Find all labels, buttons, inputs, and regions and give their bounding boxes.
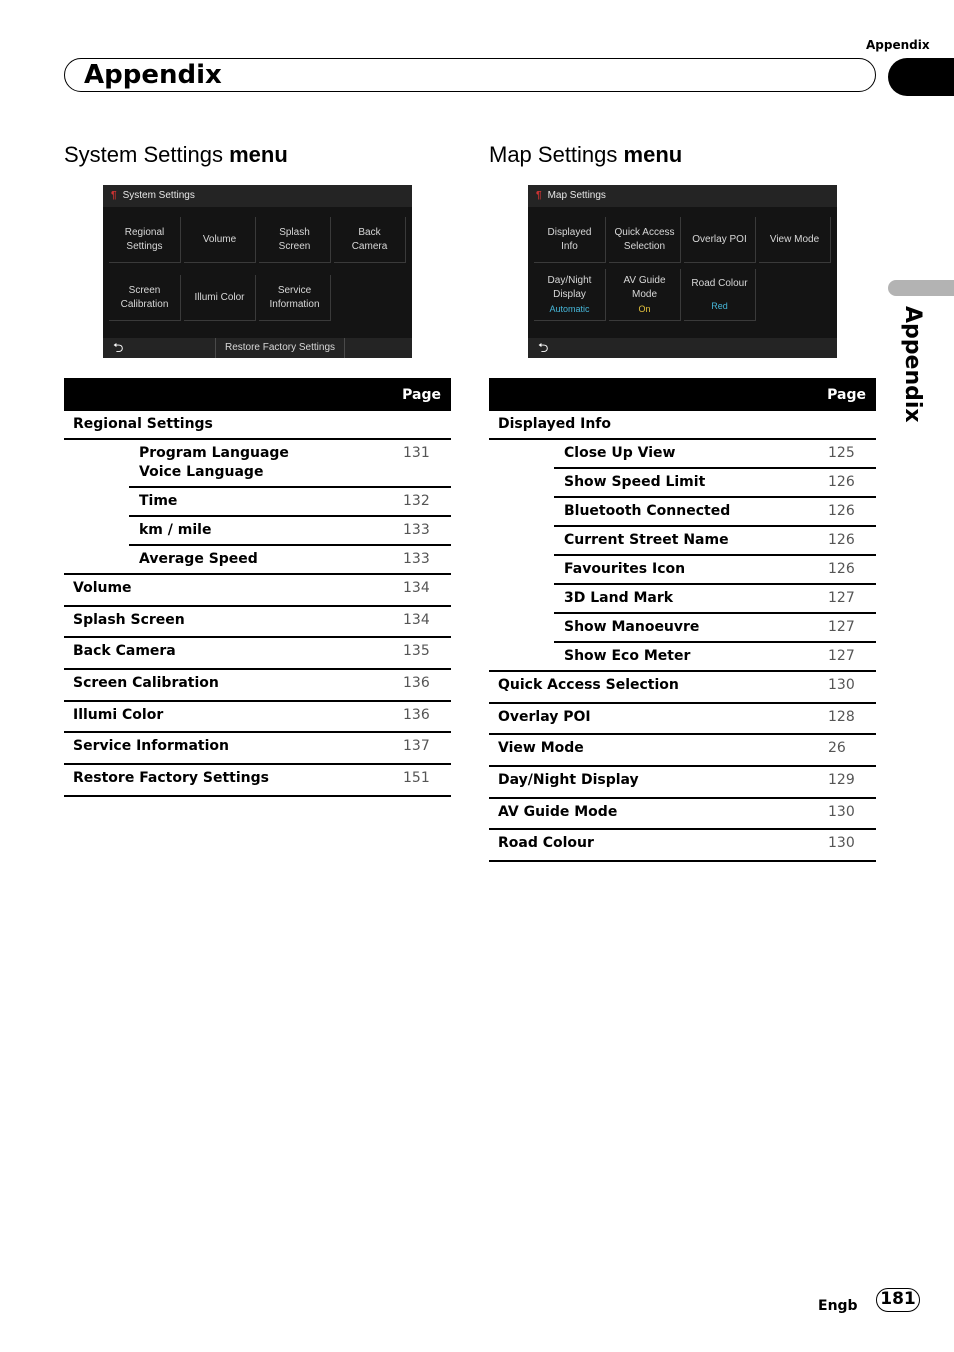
table-row [64,606,451,638]
settings-icon: ¶ [111,190,117,201]
tile-illumi-color[interactable] [184,275,256,321]
system-settings-table [64,378,451,797]
tile-label: Camera [351,240,388,252]
row-page: 133 [403,545,451,574]
row-name: Road Colour [489,829,828,861]
tile-back-camera[interactable] [334,217,406,263]
row-name: Quick Access Selection [489,671,828,703]
table-row [64,439,451,487]
tile-label: Screen [278,240,311,252]
table-row [64,701,451,733]
row-name: Restore Factory Settings [64,764,403,796]
tile-label: AV Guide [623,274,666,286]
system-settings-heading [64,142,288,168]
screen-title: System Settings [122,190,195,201]
tile-view-mode[interactable] [759,217,831,263]
page-number: 181 [876,1288,920,1312]
tile-quick-access-selection[interactable] [609,217,681,263]
tile-label: Display [553,288,586,300]
tile-value: Automatic [549,303,590,314]
heading-main: System Settings [64,142,223,167]
row-page: 134 [403,574,451,606]
row-name: Overlay POI [489,703,828,735]
row-page: 126 [828,497,876,526]
tile-label: Back [358,226,381,238]
row-page: 126 [828,526,876,555]
tile-label: Calibration [120,298,169,310]
row-page: 130 [828,829,876,861]
row-name: Time [129,487,403,516]
row-name: Service Information [64,732,403,764]
table-row [64,637,451,669]
tile-av-guide-mode[interactable] [609,269,681,321]
tile-value: Red [711,300,728,311]
screen-bottom-bar [103,338,412,358]
row-name: AV Guide Mode [489,798,828,830]
tile-label: Information [269,298,320,310]
table-row [489,526,876,555]
row-page: 126 [828,468,876,497]
map-settings-screen [528,185,837,358]
table-row [64,545,451,574]
section-tab-grey [888,280,954,296]
row-name: Regional Settings [64,411,451,439]
row-name: Show Eco Meter [554,642,828,671]
heading-suffix: menu [623,142,683,167]
row-name: Splash Screen [64,606,403,638]
row-name: Displayed Info [489,411,876,439]
side-label: Appendix [900,306,925,423]
row-name: Illumi Color [64,701,403,733]
page-column-header: Page [489,378,876,411]
tile-splash-screen[interactable] [259,217,331,263]
table-row [489,613,876,642]
tile-label: Overlay POI [692,233,747,245]
screen-title-bar [103,185,412,207]
tile-label: Volume [202,233,237,245]
row-name: Volume [64,574,403,606]
table-row [489,497,876,526]
screen-title: Map Settings [547,190,606,201]
table-row [489,671,876,703]
table-row [64,516,451,545]
row-page: 130 [828,671,876,703]
table-header [489,378,876,411]
table-row [64,487,451,516]
row-page: 135 [403,637,451,669]
heading-main: Map Settings [489,142,618,167]
row-name: Show Speed Limit [554,468,828,497]
page-title: Appendix [84,60,222,90]
tile-label: Road Colour [691,277,748,289]
table-row [489,642,876,671]
row-page: 136 [403,701,451,733]
row-page: 128 [828,703,876,735]
tile-label: Day/Night [547,274,592,286]
system-settings-screen [103,185,412,358]
table-row [489,439,876,468]
row-name: Current Street Name [554,526,828,555]
table-row [489,734,876,766]
row-page: 130 [828,798,876,830]
row-page: 151 [403,764,451,796]
table-header [64,378,451,411]
section-tab-black [888,58,954,96]
screen-bottom-bar [528,338,837,358]
page-column-header: Page [64,378,451,411]
tile-label: Settings [126,240,163,252]
row-page: 134 [403,606,451,638]
row-name: Favourites Icon [554,555,828,584]
restore-factory-settings-button[interactable]: Restore Factory Settings [215,338,345,358]
table-row [489,468,876,497]
table-row [489,584,876,613]
tile-displayed-info[interactable] [534,217,606,263]
map-settings-heading [489,142,682,168]
tile-overlay-poi[interactable] [684,217,756,263]
row-name: Day/Night Display [489,766,828,798]
tile-label: View Mode [769,233,820,245]
row-page: 132 [403,487,451,516]
heading-suffix: menu [229,142,288,167]
tile-regional-settings[interactable] [109,217,181,263]
table-row [64,574,451,606]
row-name: 3D Land Mark [554,584,828,613]
tile-label: Mode [631,288,657,300]
row-page: 127 [828,584,876,613]
row-name: Close Up View [554,439,828,468]
row-name: Screen Calibration [64,669,403,701]
table-row [64,764,451,796]
tile-label: Regional [124,226,165,238]
row-page: 131 [403,439,451,487]
row-name: Back Camera [64,637,403,669]
tile-road-colour[interactable] [684,269,756,321]
back-icon[interactable]: ⮌ [113,340,124,355]
tile-value: On [638,303,651,314]
tile-service-information[interactable] [259,275,331,321]
tile-label: Service [277,284,312,296]
row-page: 137 [403,732,451,764]
tile-label: Screen [128,284,161,296]
row-page: 125 [828,439,876,468]
table-row [64,411,451,439]
row-name: Show Manoeuvre [554,613,828,642]
tile-label: Displayed [547,226,592,238]
running-head: Appendix [866,38,930,52]
row-name: View Mode [489,734,828,766]
tile-day-night-display[interactable] [534,269,606,321]
row-page: 126 [828,555,876,584]
table-row [489,411,876,439]
tile-label: Selection [623,240,666,252]
table-row [64,732,451,764]
tile-screen-calibration[interactable] [109,275,181,321]
settings-icon: ¶ [536,190,542,201]
row-page: 26 [828,734,876,766]
back-icon[interactable]: ⮌ [538,340,549,355]
table-row [489,703,876,735]
tile-label: Splash [279,226,310,238]
row-page: 127 [828,613,876,642]
row-name: Average Speed [129,545,403,574]
tile-volume[interactable] [184,217,256,263]
screen-title-bar [528,185,837,207]
tile-label: Info [561,240,578,252]
tile-label: Illumi Color [194,291,245,303]
row-name: Program Language Voice Language [129,439,403,487]
table-row [489,555,876,584]
row-name: Bluetooth Connected [554,497,828,526]
tile-label: Quick Access [614,226,675,238]
row-page: 127 [828,642,876,671]
table-row [489,829,876,861]
map-settings-table [489,378,876,862]
table-row [489,798,876,830]
table-row [64,669,451,701]
row-page: 129 [828,766,876,798]
row-name: km / mile [129,516,403,545]
language-code: Engb [818,1298,858,1314]
row-page: 136 [403,669,451,701]
row-page: 133 [403,516,451,545]
table-row [489,766,876,798]
